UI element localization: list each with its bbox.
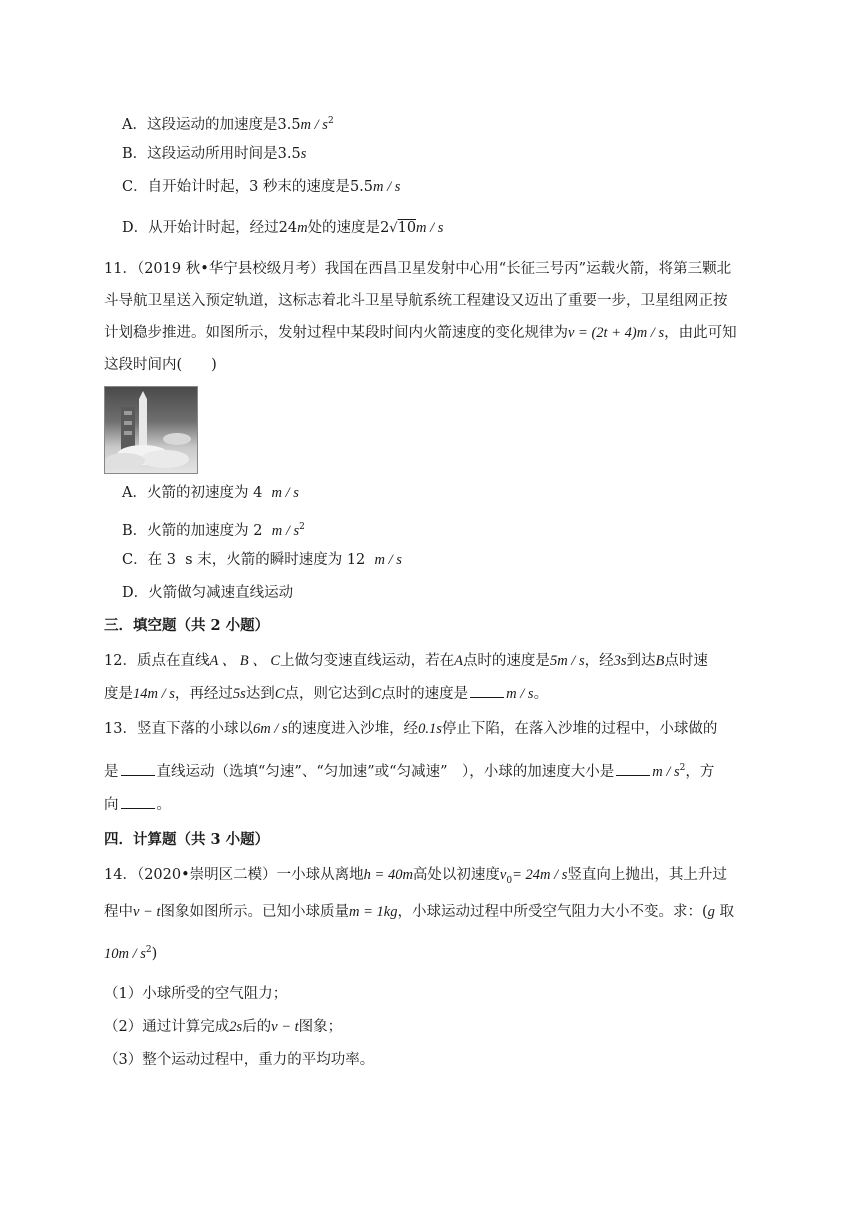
q13-text: 向	[104, 797, 119, 813]
option-10-c	[122, 176, 400, 198]
q14-math: 2s	[229, 1019, 243, 1035]
q12-text: ，经	[584, 653, 614, 669]
q11-text: 计划稳步推进。如图所示，发射过程中某段时间内火箭速度的变化规律为	[104, 325, 568, 341]
q11-line-4: 这段时间内( )	[104, 357, 217, 373]
q12-math: C	[371, 686, 382, 702]
q12-math: B	[655, 653, 665, 669]
option-unit: m / s	[373, 179, 401, 195]
q14-math: m = 1kg	[349, 904, 398, 920]
q14-line-3: $10m / s^2$)	[104, 945, 158, 962]
option-11-a	[122, 482, 299, 504]
q14-subquestion-2	[104, 1016, 342, 1038]
q13-text: ，方	[685, 763, 715, 780]
option-11-b: B．火箭的加速度为 2 m / $s^2$	[122, 522, 305, 539]
q13-line-2: 是 直线运动（选填“匀速”、“匀加速”或“匀减速” ），小球的加速度大小是 m / $s^2$，方	[104, 757, 714, 783]
option-unit: m / s	[374, 552, 402, 568]
q14-text: 图象如图所示。已知小球质量	[160, 904, 349, 920]
q14-line-2	[104, 901, 734, 923]
q14-math: h = 40m	[363, 867, 413, 883]
q14-subquestion-3: （3）整个运动过程中，重力的平均功率。	[104, 1052, 375, 1068]
q14-math: v − t	[271, 1019, 299, 1035]
q12-text: 到达	[626, 653, 656, 669]
option-value-2: 2	[380, 220, 390, 236]
answer-blank[interactable]	[470, 683, 504, 698]
option-text: A．这段运动的加速度是	[122, 116, 278, 133]
q12-text: 。	[533, 686, 549, 702]
q12-text: ，再经过	[174, 686, 233, 702]
q14-math: 10m / s	[104, 945, 146, 962]
option-unit: m / s	[300, 116, 328, 133]
option-value: 3.5	[277, 146, 301, 162]
q14-math: g	[707, 904, 715, 920]
q14-text: 后的	[242, 1019, 272, 1035]
option-text-mid: 处的速度是	[307, 220, 381, 236]
option-unit: m / s	[271, 485, 299, 501]
q11-line-3	[104, 322, 737, 344]
option-10-a: A．这段运动的加速度是$3.5m / s^2$	[122, 116, 334, 133]
sqrt-radicand: 10	[397, 220, 417, 236]
option-unit: m	[297, 220, 308, 236]
q11-text-post: ，由此可知	[664, 325, 737, 341]
q14-text: 竖直向上抛出，其上升过	[567, 867, 727, 883]
q14-subquestion-1: （1）小球所受的空气阻力；	[104, 986, 288, 1002]
q13-math: 0.1s	[418, 721, 442, 737]
q14-math: = 24m / s	[512, 867, 568, 883]
option-11-d: D．火箭做匀减速直线运动	[122, 585, 294, 601]
rocket-icon	[105, 387, 197, 473]
q13-math: m / s	[652, 763, 680, 780]
answer-blank[interactable]	[121, 761, 155, 776]
option-unit: s	[300, 146, 307, 162]
q12-math: A	[454, 653, 463, 669]
q14-text: ，小球运动过程中所受空气阻力大小不变。求：(	[397, 904, 708, 920]
q12-text: 点，则它达到	[284, 686, 372, 702]
section-title-calculation: 四．计算题（共 3 小题）	[104, 831, 270, 848]
option-10-d: D．从开始计时起，经过24m处的速度是2√10m / s	[122, 220, 444, 236]
rocket-launch-image	[104, 386, 198, 474]
q13-text: 的速度进入沙堆，经	[287, 721, 419, 737]
q12-math: 5s	[232, 686, 246, 702]
option-text: B．这段运动所用时间是	[122, 146, 278, 162]
q13-text: 13．竖直下落的小球以	[104, 721, 253, 737]
option-text: D．从开始计时起，经过	[122, 220, 279, 236]
q12-line-2	[104, 683, 548, 705]
option-value: 3.5	[277, 116, 301, 133]
answer-blank[interactable]	[121, 794, 155, 809]
q12-text: 点时速	[664, 653, 708, 669]
velocity-formula: v = (2t + 4)m / s	[568, 325, 665, 341]
q14-text: 取	[719, 904, 734, 920]
q14-text: （2）通过计算完成	[104, 1019, 230, 1035]
q12-text: 上做匀变速直线运动，若在	[280, 653, 455, 669]
q14-text: 高处以初速度	[412, 867, 500, 883]
q14-text: 程中	[104, 904, 133, 920]
q14-line-1: 14．（2020•崇明区二模）一小球从离地h = 40m高处以初速度$v_0= 24m / s$竖直向上抛出，其上升过	[104, 867, 727, 886]
q11-line-1: 11．（2019 秋•华宁县校级月考）我国在西昌卫星发射中心用“长征三号丙”运载火箭，将第三颗北	[104, 261, 732, 277]
q12-text: 达到	[245, 686, 275, 702]
option-unit: m / s	[271, 522, 300, 539]
q13-math: 6m / s	[252, 721, 288, 737]
q13-line-3	[104, 794, 171, 816]
option-text: C．自开始计时起，3 秒末的速度是	[122, 179, 350, 195]
q12-math: C	[274, 686, 285, 702]
option-unit-2: m / s	[416, 220, 444, 236]
option-text-mid: s 末，火箭的瞬时速度为 12	[185, 552, 366, 568]
q13-text: 直线运动（选填“匀速”、“匀加速”或“匀减速” ），小球的加速度大小是	[156, 763, 615, 780]
q14-text: 图象；	[298, 1019, 343, 1035]
option-text: A．火箭的初速度为 4	[122, 485, 263, 501]
option-value: 5.5	[349, 179, 373, 195]
q12-line-1	[104, 650, 708, 672]
q12-math: 14m / s	[133, 686, 175, 702]
option-11-c	[122, 549, 402, 571]
q13-line-1	[104, 718, 717, 740]
answer-blank[interactable]	[616, 761, 650, 776]
option-10-b	[122, 143, 306, 165]
section-title-fill-blank: 三．填空题（共 2 小题）	[104, 617, 270, 634]
option-text: B．火箭的加速度为 2	[122, 522, 263, 539]
q12-text: 点时的速度是	[381, 686, 469, 702]
q12-math: A 、 B 、 C	[209, 653, 281, 669]
q14-text: 14．（2020•崇明区二模）一小球从离地	[104, 867, 364, 883]
q12-text: 12．质点在直线	[104, 653, 210, 669]
q12-text: 度是	[104, 686, 133, 702]
q13-text: 是	[104, 763, 119, 780]
q12-math: 3s	[613, 653, 627, 669]
q11-line-2: 斗导航卫星送入预定轨道，这标志着北斗卫星导航系统工程建设又迈出了重要一步，卫星组网正按	[104, 293, 728, 309]
q14-math: v	[499, 867, 507, 883]
q12-math: 5m / s	[549, 653, 585, 669]
q12-math: m / s	[506, 686, 534, 702]
q14-math: v − t	[133, 904, 161, 920]
option-value: 24	[278, 220, 298, 236]
q14-text: )	[151, 945, 158, 962]
q12-text: 点时的速度是	[462, 653, 550, 669]
q13-text: 停止下陷，在落入沙堆的过程中，小球做的	[441, 721, 718, 737]
q13-text: 。	[156, 797, 171, 813]
option-text: C．在 3	[122, 552, 176, 568]
